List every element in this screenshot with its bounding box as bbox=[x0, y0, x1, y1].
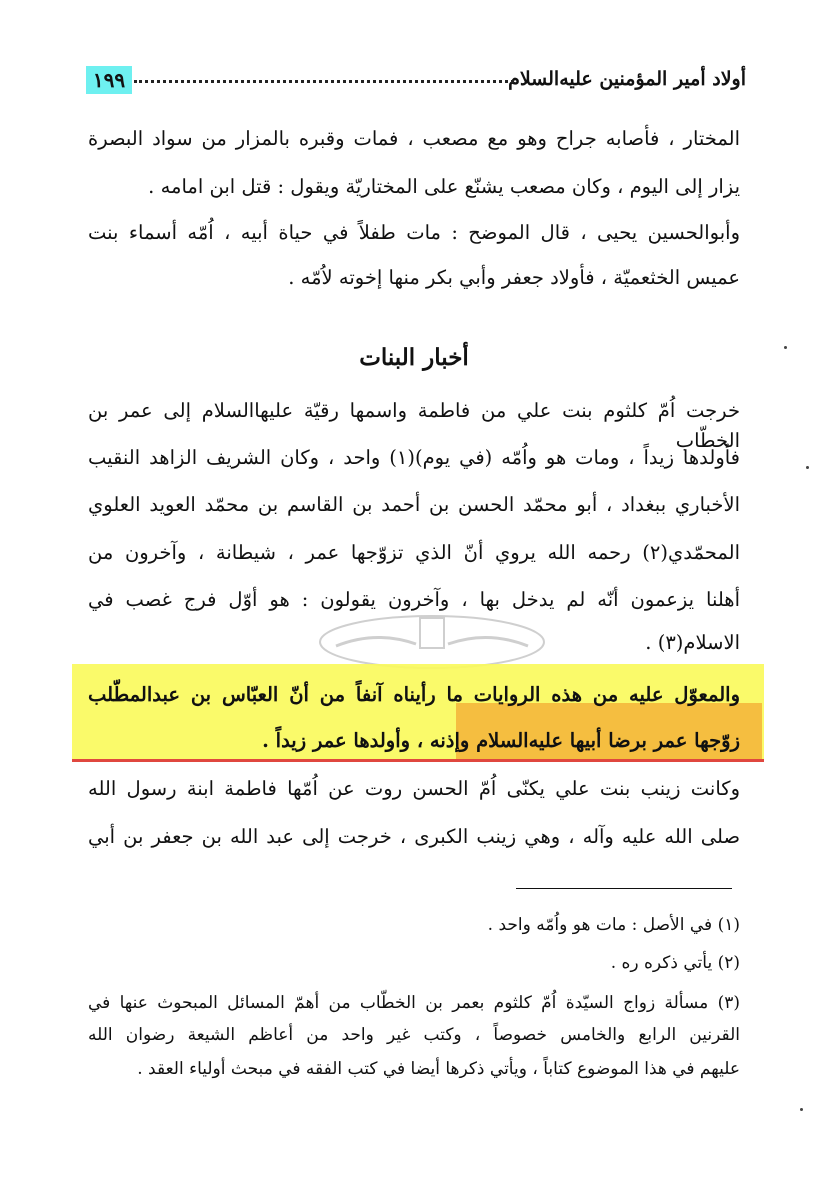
footnote: القرنين الرابع والخامس خصوصاً ، وكتب غير واحد من أعاظم الشيعة رضوان الله bbox=[88, 1025, 740, 1045]
seal-watermark-icon bbox=[316, 610, 548, 672]
running-title: أولاد أمير المؤمنين عليه‌السلام bbox=[508, 68, 746, 90]
text-line: المحمّدي(٢) رحمه الله يروي أنّ الذي تزوّجها عمر ، شيطانة ، وآخرون من bbox=[88, 541, 740, 564]
footnote: (٢) يأتي ذكره ره . bbox=[610, 953, 740, 973]
footnote: عليهم في هذا الموضوع كتاباً ، ويأتي ذكرها أيضا في كتب الفقه في مبحث أولياء العقد . bbox=[137, 1059, 740, 1079]
section-heading: أخبار البنات bbox=[359, 344, 469, 371]
header-leader-dots bbox=[134, 80, 514, 83]
text-line: فأولدها زيداً ، ومات هو واُمّه (في يوم)(١) واحد ، وكان الشريف الزاهد النقيب bbox=[88, 446, 740, 469]
text-line: يزار إلى اليوم ، وكان مصعب يشنّع على المختاريّة ويقول : قتل ابن امامه . bbox=[148, 175, 740, 198]
footnote-rule bbox=[516, 888, 732, 889]
scan-speck bbox=[800, 1108, 803, 1111]
text-line: وأبوالحسين يحيى ، قال الموضح : مات طفلاً في حياة أبيه ، اُمّه أسماء بنت bbox=[88, 221, 740, 244]
text-line: أهلنا يزعمون أنّه لم يدخل بها ، وآخرون يقولون : هو أوّل فرج غصب في bbox=[88, 588, 740, 611]
footnote: (٣) مسألة زواج السيّدة اُمّ كلثوم بعمر بن الخطّاب من أهمّ المسائل المبحوث عنها في bbox=[88, 993, 740, 1013]
text-line: المختار ، فأصابه جراح وهو مع مصعب ، فمات وقبره بالمزار من سواد البصرة bbox=[88, 127, 740, 150]
text-line: خرجت اُمّ كلثوم بنت علي من فاطمة واسمها رقيّة عليها‌السلام إلى عمر بن الخطّاب bbox=[88, 399, 740, 452]
text-line: عميس الخثعميّة ، فأولاد جعفر وأبي بكر منها إخوته لاُمّه . bbox=[288, 266, 740, 289]
scan-speck bbox=[806, 466, 809, 469]
page-header bbox=[86, 66, 746, 96]
scan-speck bbox=[784, 346, 787, 349]
page-number: ١٩٩ bbox=[86, 66, 132, 94]
text-line: صلى الله عليه وآله ، وهي زينب الكبرى ، خرجت إلى عبد الله بن جعفر بن أبي bbox=[88, 825, 740, 848]
text-line: الأخباري ببغداد ، أبو محمّد الحسن بن أحمد بن القاسم بن محمّد العويد العلوي bbox=[88, 493, 740, 516]
text-line: الاسلام(٣) . bbox=[645, 631, 740, 654]
footnote: (١) في الأصل : مات هو واُمّه واحد . bbox=[487, 915, 740, 935]
highlighted-line: زوّجها عمر برضا أبيها عليه‌السلام وإذنه ، وأولدها عمر زيداً . bbox=[262, 729, 740, 752]
red-underline bbox=[72, 759, 764, 762]
text-line: وكانت زينب بنت علي يكنّى اُمّ الحسن روت عن اُمّها فاطمة ابنة رسول الله bbox=[88, 777, 740, 800]
highlighted-line: والمعوّل عليه من هذه الروايات ما رأيناه آنفاً من أنّ العبّاس بن عبدالمطّلب bbox=[88, 683, 740, 706]
